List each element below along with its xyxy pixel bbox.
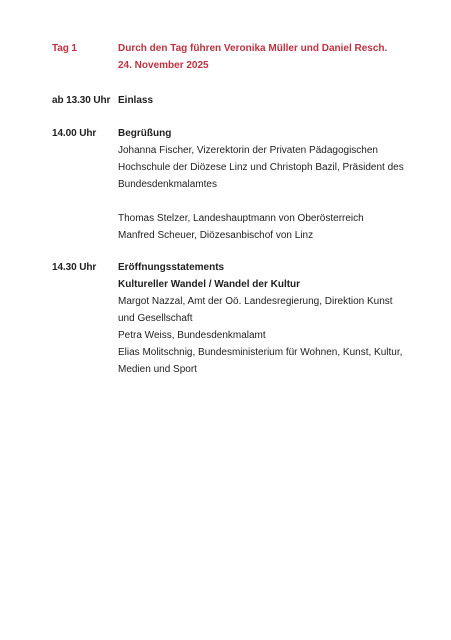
welcome-speaker-line: Bundesdenkmalamtes — [118, 179, 217, 190]
statements-title: Eröffnungsstatements — [118, 262, 225, 273]
program-item-statements — [52, 259, 422, 378]
statements-time: 14.30 Uhr — [52, 262, 97, 273]
welcome-speaker-line: Thomas Stelzer, Landeshauptmann von Oberösterreich — [118, 213, 364, 224]
day-label: Tag 1 — [52, 43, 77, 54]
statements-speaker-line: und Gesellschaft — [118, 313, 193, 324]
welcome-speaker-line: Johanna Fischer, Vizerektorin der Privaten Pädagogischen — [118, 145, 378, 156]
welcome-speaker-line: Hochschule der Diözese Linz und Christoph Bazil, Präsident des — [118, 162, 404, 173]
day-header — [52, 40, 422, 74]
welcome-title: Begrüßung — [118, 128, 172, 139]
program-item-entry — [52, 92, 422, 109]
spacer — [118, 193, 422, 210]
day-title-line-1: Durch den Tag führen Veronika Müller und Daniel Resch. — [118, 43, 388, 54]
statements-speaker-line: Margot Nazzal, Amt der Oö. Landesregierung, Direktion Kunst — [118, 296, 393, 307]
welcome-time: 14.00 Uhr — [52, 128, 97, 139]
statements-subtitle: Kultureller Wandel / Wandel der Kultur — [118, 279, 301, 290]
entry-time: ab 13.30 Uhr — [52, 95, 111, 106]
entry-title: Einlass — [118, 95, 154, 106]
statements-content — [118, 259, 422, 378]
statements-speaker-line: Elias Molitschnig, Bundesministerium für Wohnen, Kunst, Kultur, — [118, 347, 403, 358]
day-title — [118, 40, 422, 74]
program-item-welcome — [52, 125, 422, 244]
welcome-speaker-line: Manfred Scheuer, Diözesanbischof von Linz — [118, 230, 314, 241]
statements-speaker-line: Medien und Sport — [118, 364, 197, 375]
statements-speaker-line: Petra Weiss, Bundesdenkmalamt — [118, 330, 266, 341]
welcome-content — [118, 125, 422, 244]
day-date: 24. November 2025 — [118, 60, 209, 71]
